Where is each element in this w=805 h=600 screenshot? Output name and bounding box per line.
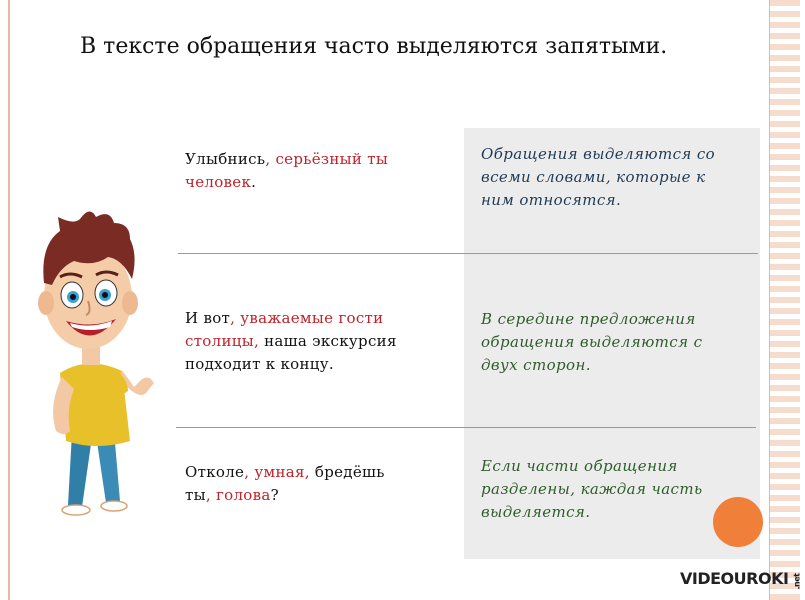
sentence-3-part-2: , умная, (244, 463, 310, 481)
row-divider-1 (178, 253, 758, 254)
row-divider-2 (176, 427, 756, 428)
example-sentence-3 (185, 461, 400, 507)
left-frame-line (8, 0, 10, 600)
rule-text-2: В середине предложения обращения выделяются с двух сторон. (481, 310, 703, 374)
example-sentence-2 (185, 307, 445, 376)
right-frame-stripes (770, 0, 800, 600)
rule-text-1: Обращения выделяются со всеми словами, которые к ним относятся. (481, 145, 716, 209)
slide-title: В тексте обращения часто выделяются запятыми. (80, 34, 668, 59)
cartoon-boy-illustration (30, 205, 170, 525)
sentence-2-part-3: наша экскурсия подходит к концу. (185, 332, 397, 373)
logo-text: VIDEOUROKI (680, 569, 789, 588)
decorative-orange-circle (713, 497, 763, 547)
rule-text-3: Если части обращения разделены, каждая часть выделяется. (481, 457, 703, 521)
sentence-2-part-1: И вот (185, 309, 231, 327)
sentence-3-part-4: , голова (205, 486, 271, 504)
videouroki-logo (680, 569, 805, 588)
example-sentence-1 (185, 148, 440, 194)
sentence-1-part-3: . (251, 173, 257, 191)
logo-suffix: .net (792, 573, 802, 590)
sentence-3-part-5: ? (270, 486, 279, 504)
sentence-3-part-3: бредёшь ты (185, 463, 385, 504)
sentence-2-part-2: , уважаемые гости столицы, (185, 309, 384, 350)
sentence-3-part-1: Отколе (185, 463, 245, 481)
sentence-1-part-1: Улыбнись (185, 150, 266, 168)
sentence-1-part-2: , серьёзный ты человек (185, 150, 389, 191)
